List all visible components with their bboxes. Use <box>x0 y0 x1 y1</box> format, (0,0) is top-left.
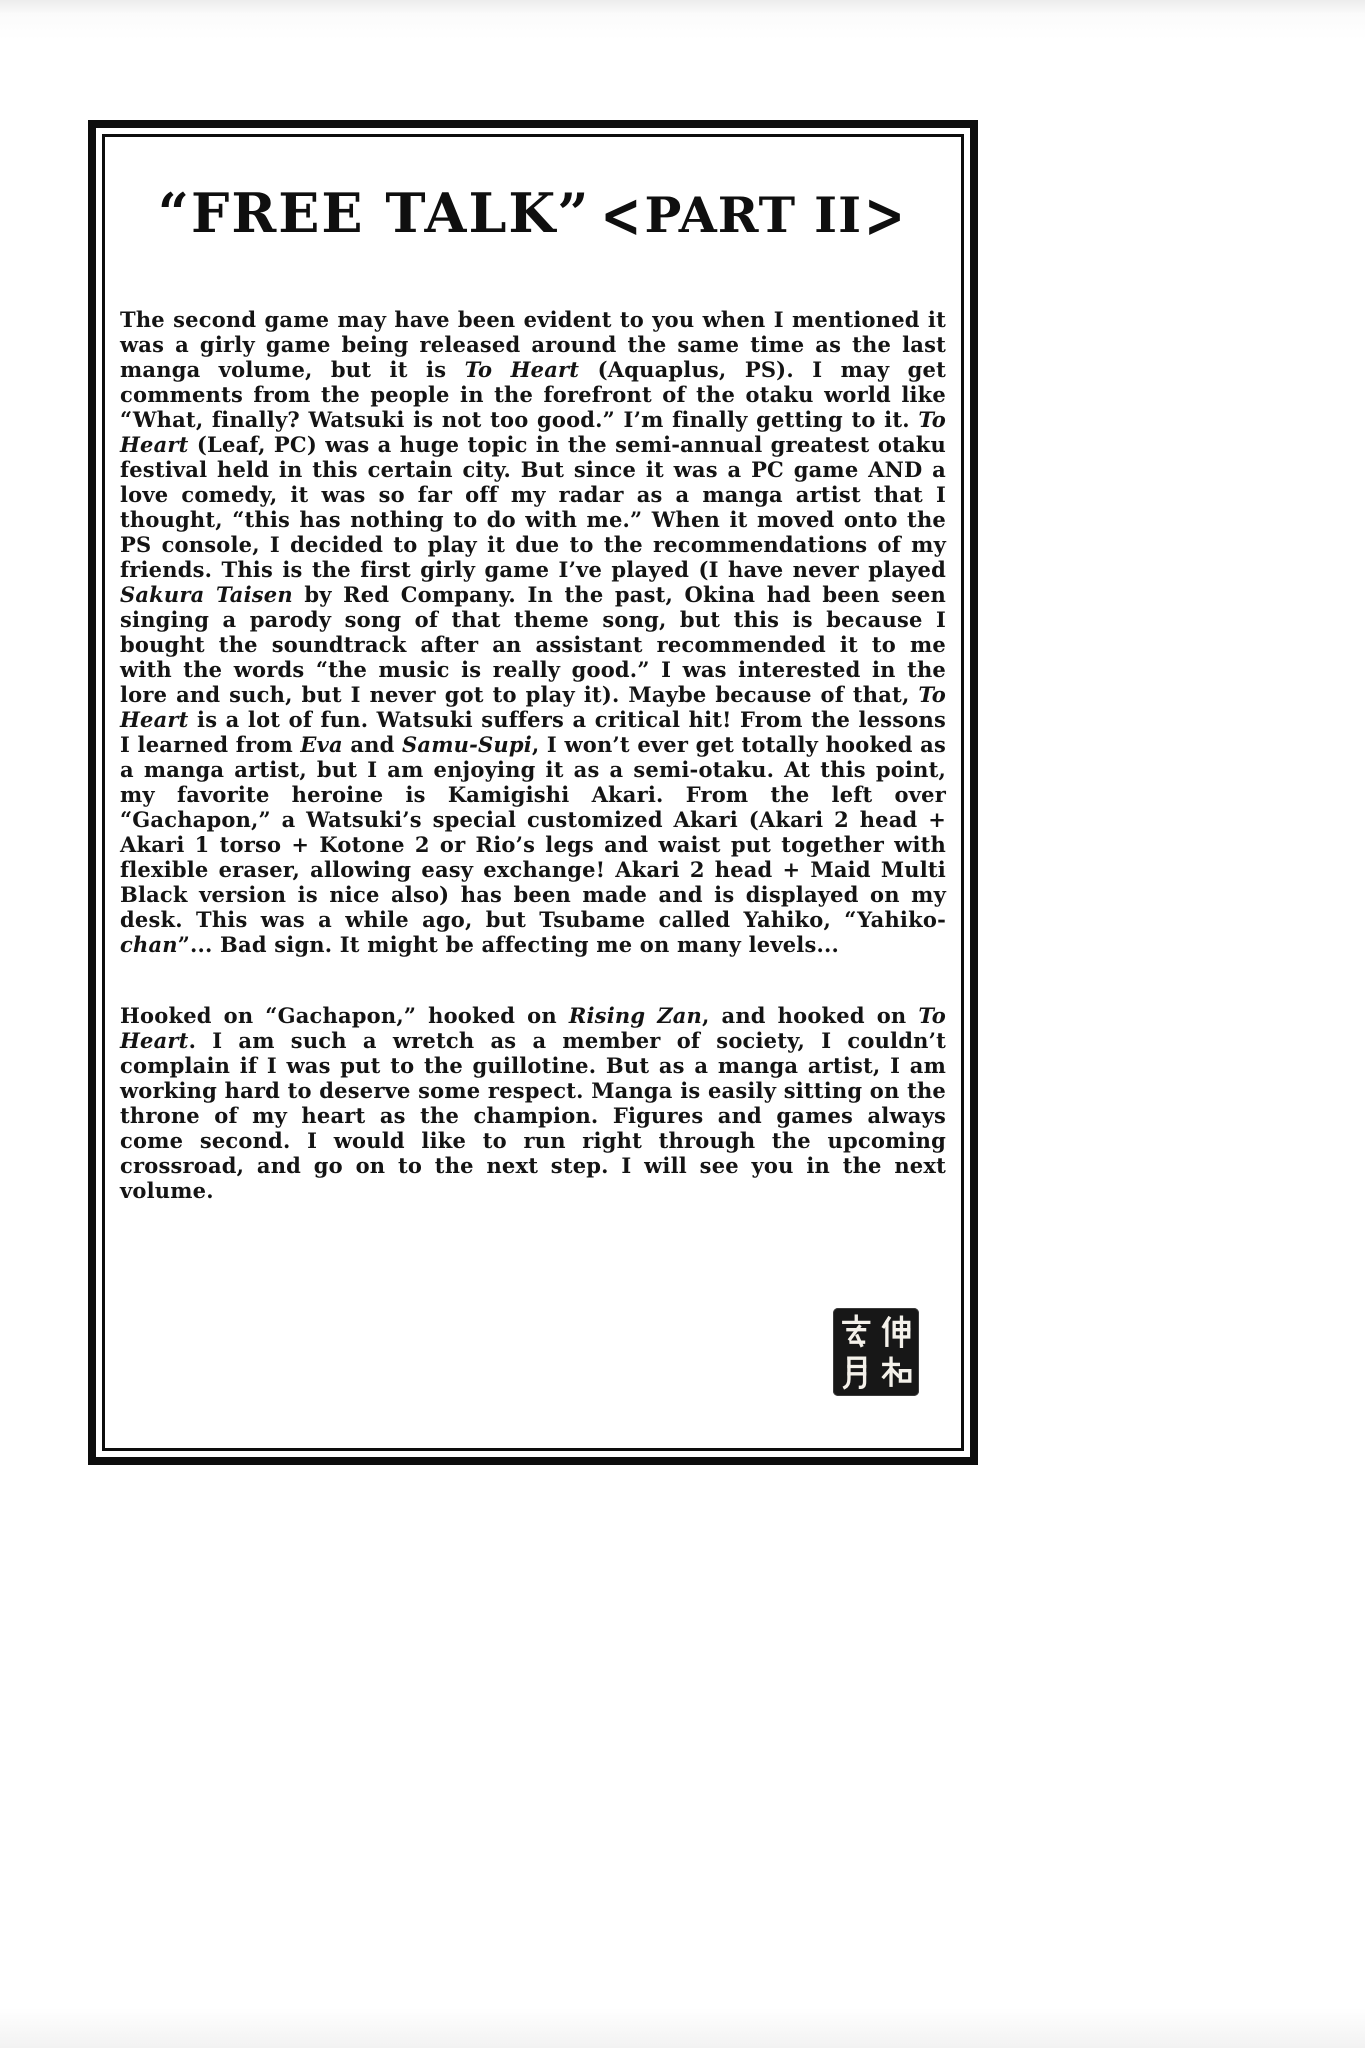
page-frame <box>88 120 978 1465</box>
text-segment: is a lot of fun. Watsuki suffers a critical hit! From the lessons I learned from <box>120 707 946 757</box>
free-talk-title-main: “FREE TALK” <box>157 181 591 245</box>
seal-kanji-shin-icon <box>878 1313 915 1351</box>
text-segment: Rising Zan <box>568 1003 703 1028</box>
angle-bracket-open: < <box>600 177 643 253</box>
text-segment: To Heart <box>120 1003 946 1053</box>
page-frame-inner <box>102 134 964 1451</box>
free-talk-part-label: PART II <box>644 186 862 244</box>
free-talk-title-part <box>598 177 908 253</box>
text-segment: chan <box>120 932 178 957</box>
text-segment: ”... Bad sign. It might be affecting me on many levels... <box>177 932 840 957</box>
text-segment: (Aquaplus, PS). I may get comments from the people in the forefront of the otaku world like “What, finally? Watsuki is not too good.” I’m finally getting to it. <box>120 357 946 432</box>
free-talk-paragraph-2 <box>120 1003 946 1203</box>
author-seal-stamp <box>833 1308 919 1396</box>
seal-kanji-getsu-icon <box>838 1354 875 1392</box>
text-segment: by Red Company. In the past, Okina had been seen singing a parody song of that theme song, but this is because I bought the soundtrack after an assistant recommended it to me with the words “the music is really good.” I was interested in the lore and such, but I never got to play it). Maybe because of that, <box>120 582 946 707</box>
text-segment: To Heart <box>120 682 946 732</box>
free-talk-body <box>120 307 946 1203</box>
text-segment: , and hooked on <box>702 1003 919 1028</box>
text-segment: To Heart <box>120 407 946 457</box>
text-segment: Sakura Taisen <box>120 582 293 607</box>
text-segment: . I am such a wretch as a member of society, I couldn’t complain if I was put to the guillotine. But as a manga artist, I am working hard to deserve some respect. Manga is easily sitting on the throne of my heart as the champion. Figures and games always come second. I would like to run right through the upcoming crossroad, and go on to the next step. I will see you in the next volume. <box>120 1028 946 1203</box>
seal-kanji-wa-icon <box>878 1354 915 1392</box>
text-segment: Samu-Supi <box>402 732 532 757</box>
angle-bracket-close: > <box>864 177 907 253</box>
text-segment: Hooked on “Gachapon,” hooked on <box>120 1003 569 1028</box>
text-segment: (Leaf, PC) was a huge topic in the semi-annual greatest otaku festival held in this certain city. But since it was a PC game AND a love comedy, it was so far off my radar as a manga artist that I thought, “this has nothing to do with me.” When it moved onto the PS console, I decided to play it due to the recommendations of my friends. This is the first girly game I’ve played (I have never played <box>120 432 946 582</box>
text-segment: The second game may have been evident to you when I mentioned it was a girly game being released around the same time as the last manga volume, but it is <box>120 307 946 382</box>
free-talk-title <box>120 177 946 253</box>
text-segment: , I won’t ever get totally hooked as a manga artist, but I am enjoying it as a semi-otaku. At this point, my favorite heroine is Kamigishi Akari. From the left over “Gachapon,” a Watsuki’s special customized Akari (Akari 2 head + Akari 1 torso + Kotone 2 or Rio’s legs and waist put together with flexible eraser, allowing easy exchange! Akari 2 head + Maid Multi Black version is nice also) has been made and is displayed on my desk. This was a while ago, but Tsubame called Yahiko, “Yahiko- <box>120 732 947 932</box>
free-talk-paragraph-1 <box>120 307 946 957</box>
text-segment: Eva <box>300 732 343 757</box>
seal-kanji-kou-icon <box>838 1313 875 1351</box>
text-segment: To Heart <box>464 357 580 382</box>
text-segment: and <box>342 732 403 757</box>
